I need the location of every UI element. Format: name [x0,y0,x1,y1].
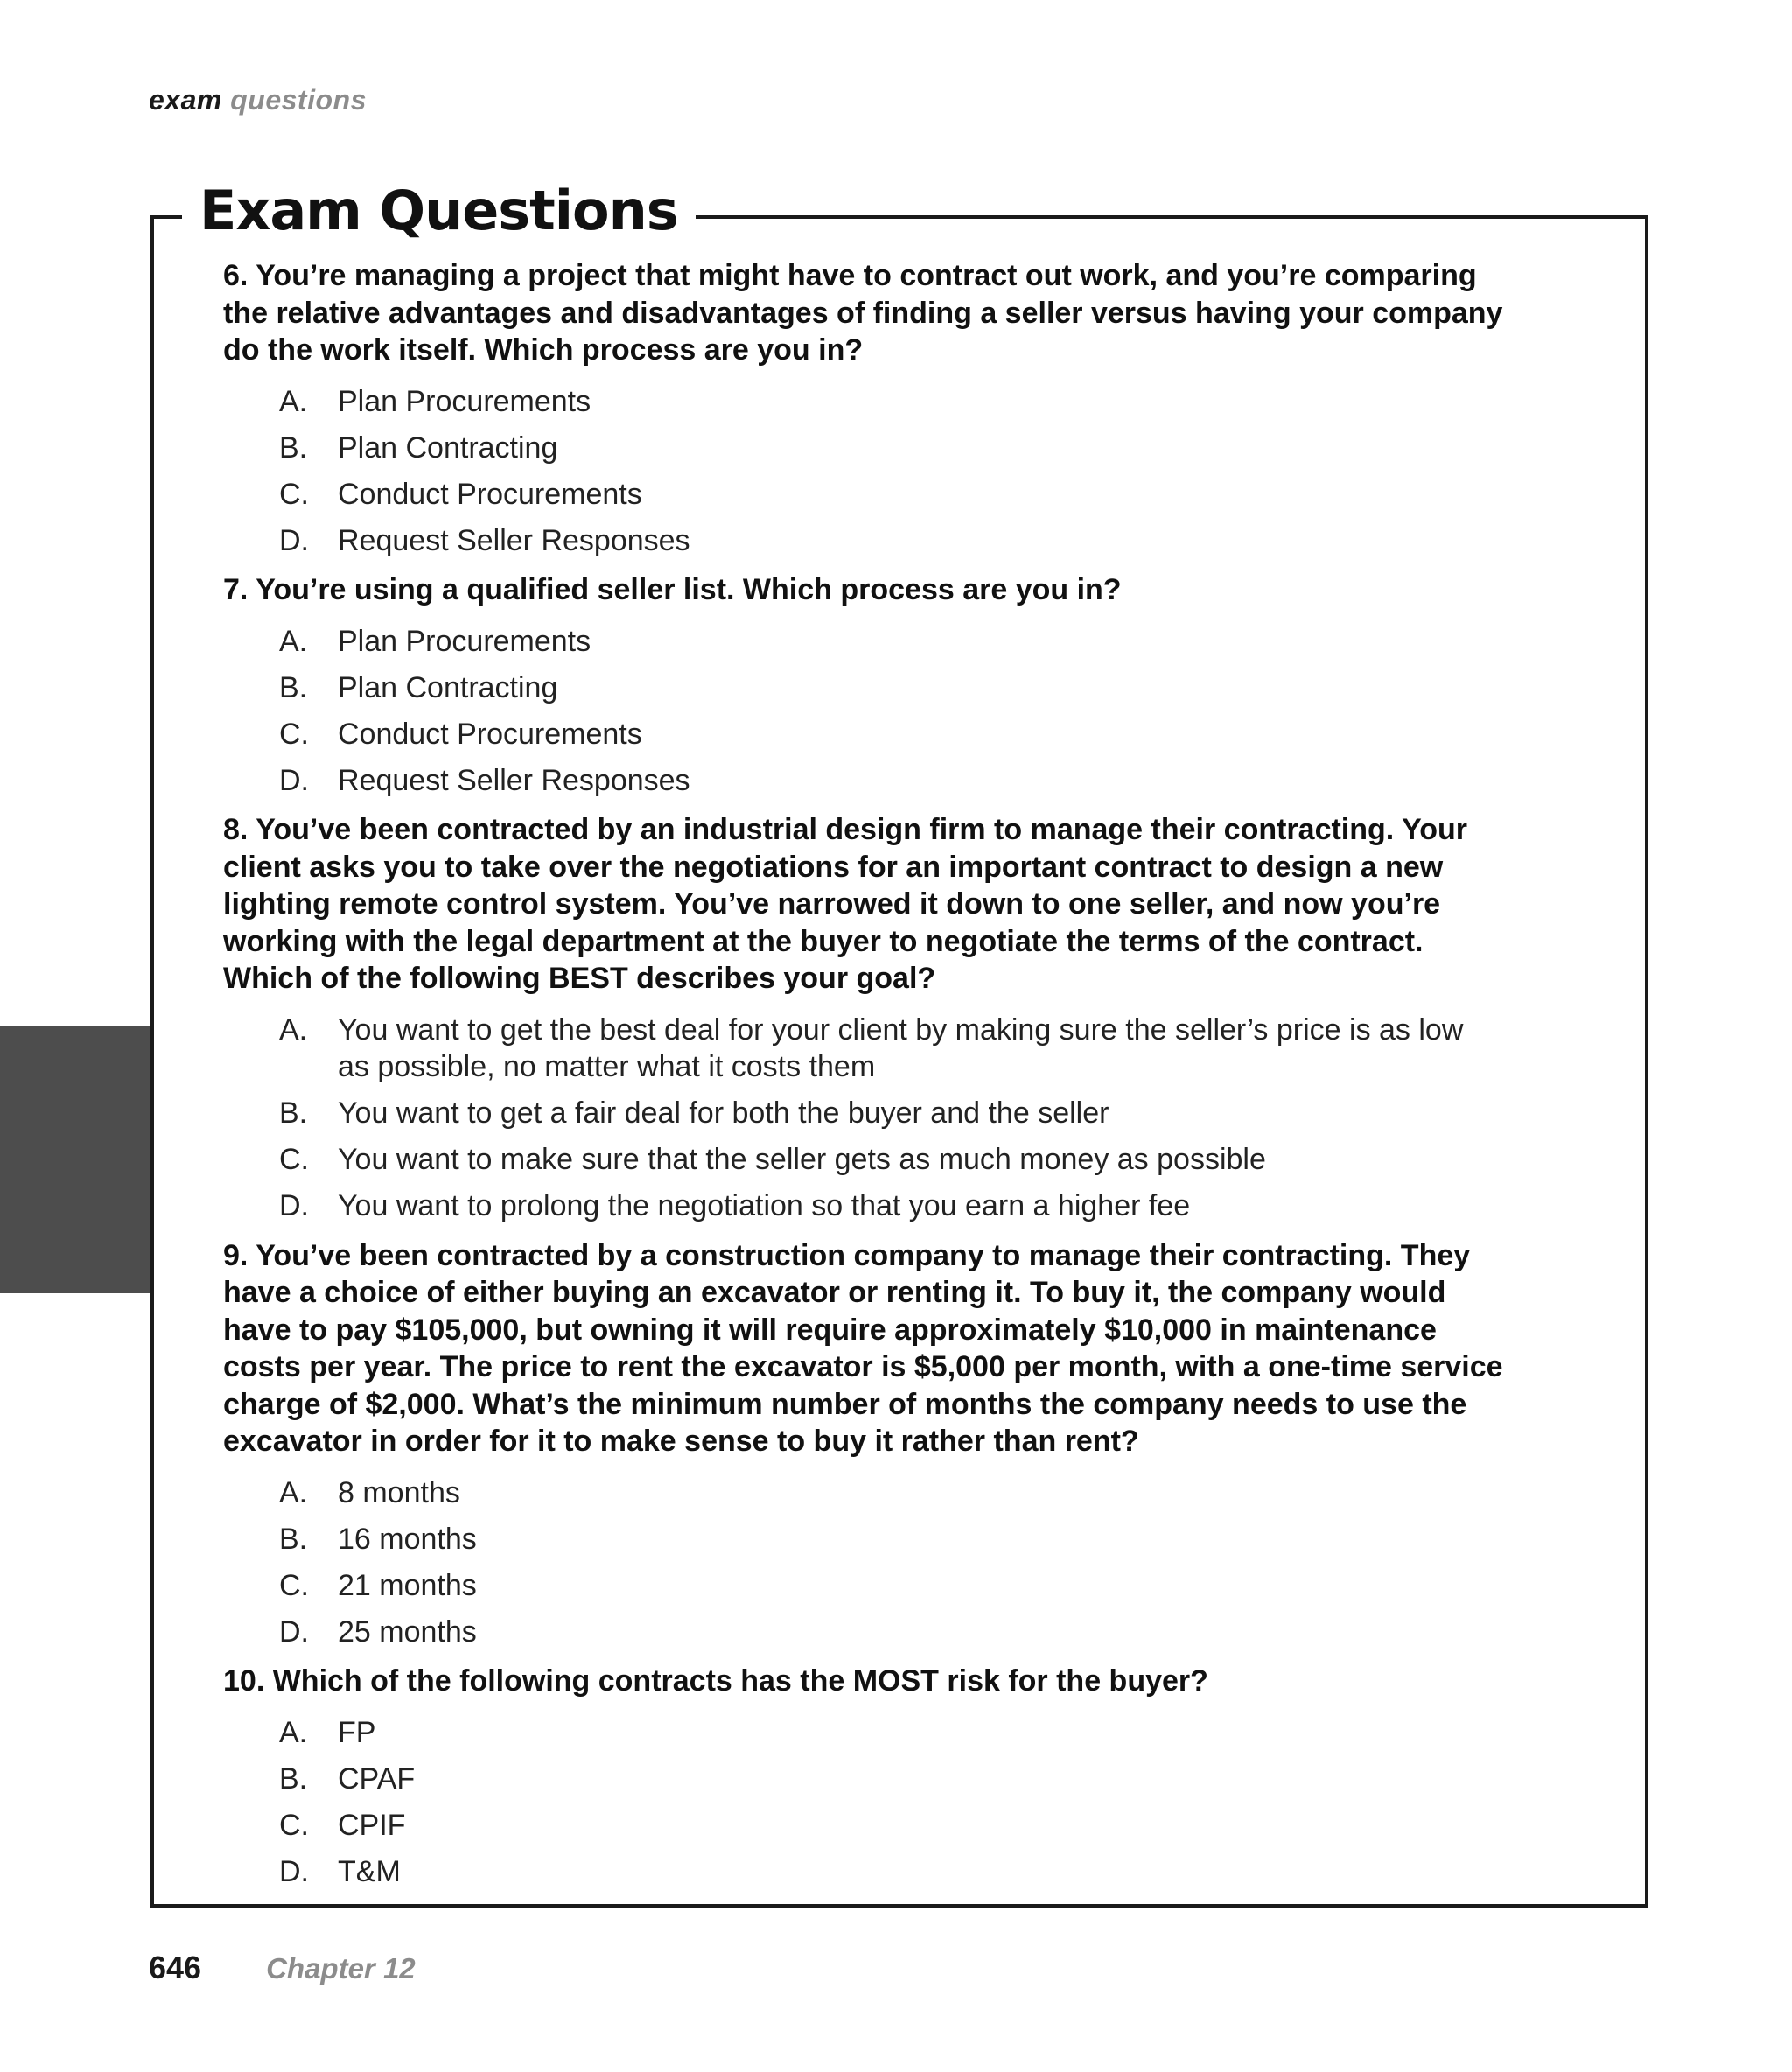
question-text: 6. You’re managing a project that might have to contract out work, and you’re comparing the relative advantages and disadvantages of finding a seller versus having your company do the work itself. Which process are you in? [223,259,1503,367]
option-text: 21 months [338,1568,477,1602]
option-b [223,1760,1509,1798]
page-footer [149,1950,416,1986]
option-text: Conduct Procurements [338,717,642,751]
option-letter: C. [279,477,309,511]
option-letter: A. [279,384,308,418]
option-a [223,623,1509,661]
option-d [223,522,1509,560]
option-a [223,1474,1509,1512]
option-text: Request Seller Responses [338,763,690,797]
option-text: 16 months [338,1522,477,1556]
option-b [223,1521,1509,1558]
option-text: 25 months [338,1614,477,1648]
option-text: You want to prolong the negotiation so that you earn a higher fee [338,1189,1191,1222]
option-text: You want to make sure that the seller gets as much money as possible [338,1143,1266,1176]
running-head-part1: exam [149,84,222,116]
option-letter: A. [279,1475,308,1509]
option-letter: C. [279,1808,309,1842]
question-9 [223,1237,1509,1651]
option-list [223,1714,1509,1891]
option-d [223,1614,1509,1651]
option-letter: D. [279,1614,309,1648]
option-c [223,716,1509,753]
option-text: FP [338,1715,376,1749]
option-letter: A. [279,624,308,658]
option-letter: A. [279,1715,308,1749]
option-c [223,1567,1509,1605]
option-text: Plan Contracting [338,430,558,465]
chapter-thumb-tab [0,1026,150,1293]
option-letter: A. [279,1012,308,1046]
option-letter: D. [279,763,309,797]
option-d [223,1187,1509,1225]
option-text: CPAF [338,1761,416,1796]
running-head-part2: questions [230,84,367,116]
option-a [223,383,1509,421]
option-c [223,1141,1509,1179]
option-letter: B. [279,670,308,704]
question-10 [223,1662,1509,1890]
option-list [223,1474,1509,1651]
option-letter: D. [279,1854,309,1888]
option-text: T&M [338,1854,401,1888]
option-letter: C. [279,1568,309,1602]
option-a [223,1012,1509,1086]
question-text: 8. You’ve been contracted by an industrial design firm to manage their contracting. Your client asks you to take over the negotiations for an important contract to design a new lighting remote control system. You’ve narrowed it down to one seller, and now you’re working with the legal department at the buyer to negotiate the terms of the contract. Which of the following BEST describes your goal? [223,813,1467,995]
option-letter: B. [279,430,308,465]
option-text: You want to get the best deal for your client by making sure the seller’s price is as low as possible, no matter what it costs them [338,1012,1464,1083]
page-number: 646 [149,1950,202,1985]
option-letter: D. [279,523,309,557]
option-letter: B. [279,1096,308,1130]
option-a [223,1714,1509,1752]
question-6 [223,257,1509,559]
option-list [223,1012,1509,1225]
option-text: Request Seller Responses [338,523,690,557]
option-letter: B. [279,1522,308,1556]
option-text: CPIF [338,1808,406,1842]
option-text: Plan Procurements [338,624,592,658]
option-letter: D. [279,1189,309,1222]
option-text: You want to get a fair deal for both the buyer and the seller [338,1096,1110,1130]
option-b [223,430,1509,467]
question-text: 10. Which of the following contracts has the MOST risk for the buyer? [223,1664,1208,1698]
option-letter: C. [279,717,309,751]
option-letter: B. [279,1761,308,1796]
option-text: Plan Contracting [338,670,558,704]
question-text: 9. You’ve been contracted by a construction company to manage their contracting. They have a choice of either buying an excavator or renting it. To buy it, the company would have to pay $105,000, but owning it will require approximately $10,000 in maintenance costs per year. The price to rent the excavator is $5,000 per month, with a one-time service charge of $2,000. What’s the minimum number of months the company needs to use the excavator in order for it to make sense to buy it rather than rent? [223,1238,1503,1458]
chapter-label: Chapter 12 [266,1952,416,1984]
option-b [223,1095,1509,1132]
option-letter: C. [279,1143,309,1176]
option-b [223,669,1509,707]
option-c [223,1807,1509,1844]
option-d [223,1853,1509,1891]
question-text: 7. You’re using a qualified seller list. Which process are you in? [223,573,1122,606]
option-text: Conduct Procurements [338,477,642,511]
question-list [223,257,1509,1902]
question-7 [223,571,1509,799]
question-8 [223,811,1509,1225]
option-d [223,762,1509,800]
option-c [223,476,1509,514]
running-head [149,84,367,116]
option-text: 8 months [338,1475,460,1509]
box-title: Exam Questions [182,172,696,250]
option-list [223,623,1509,800]
option-text: Plan Procurements [338,384,592,418]
option-list [223,383,1509,560]
